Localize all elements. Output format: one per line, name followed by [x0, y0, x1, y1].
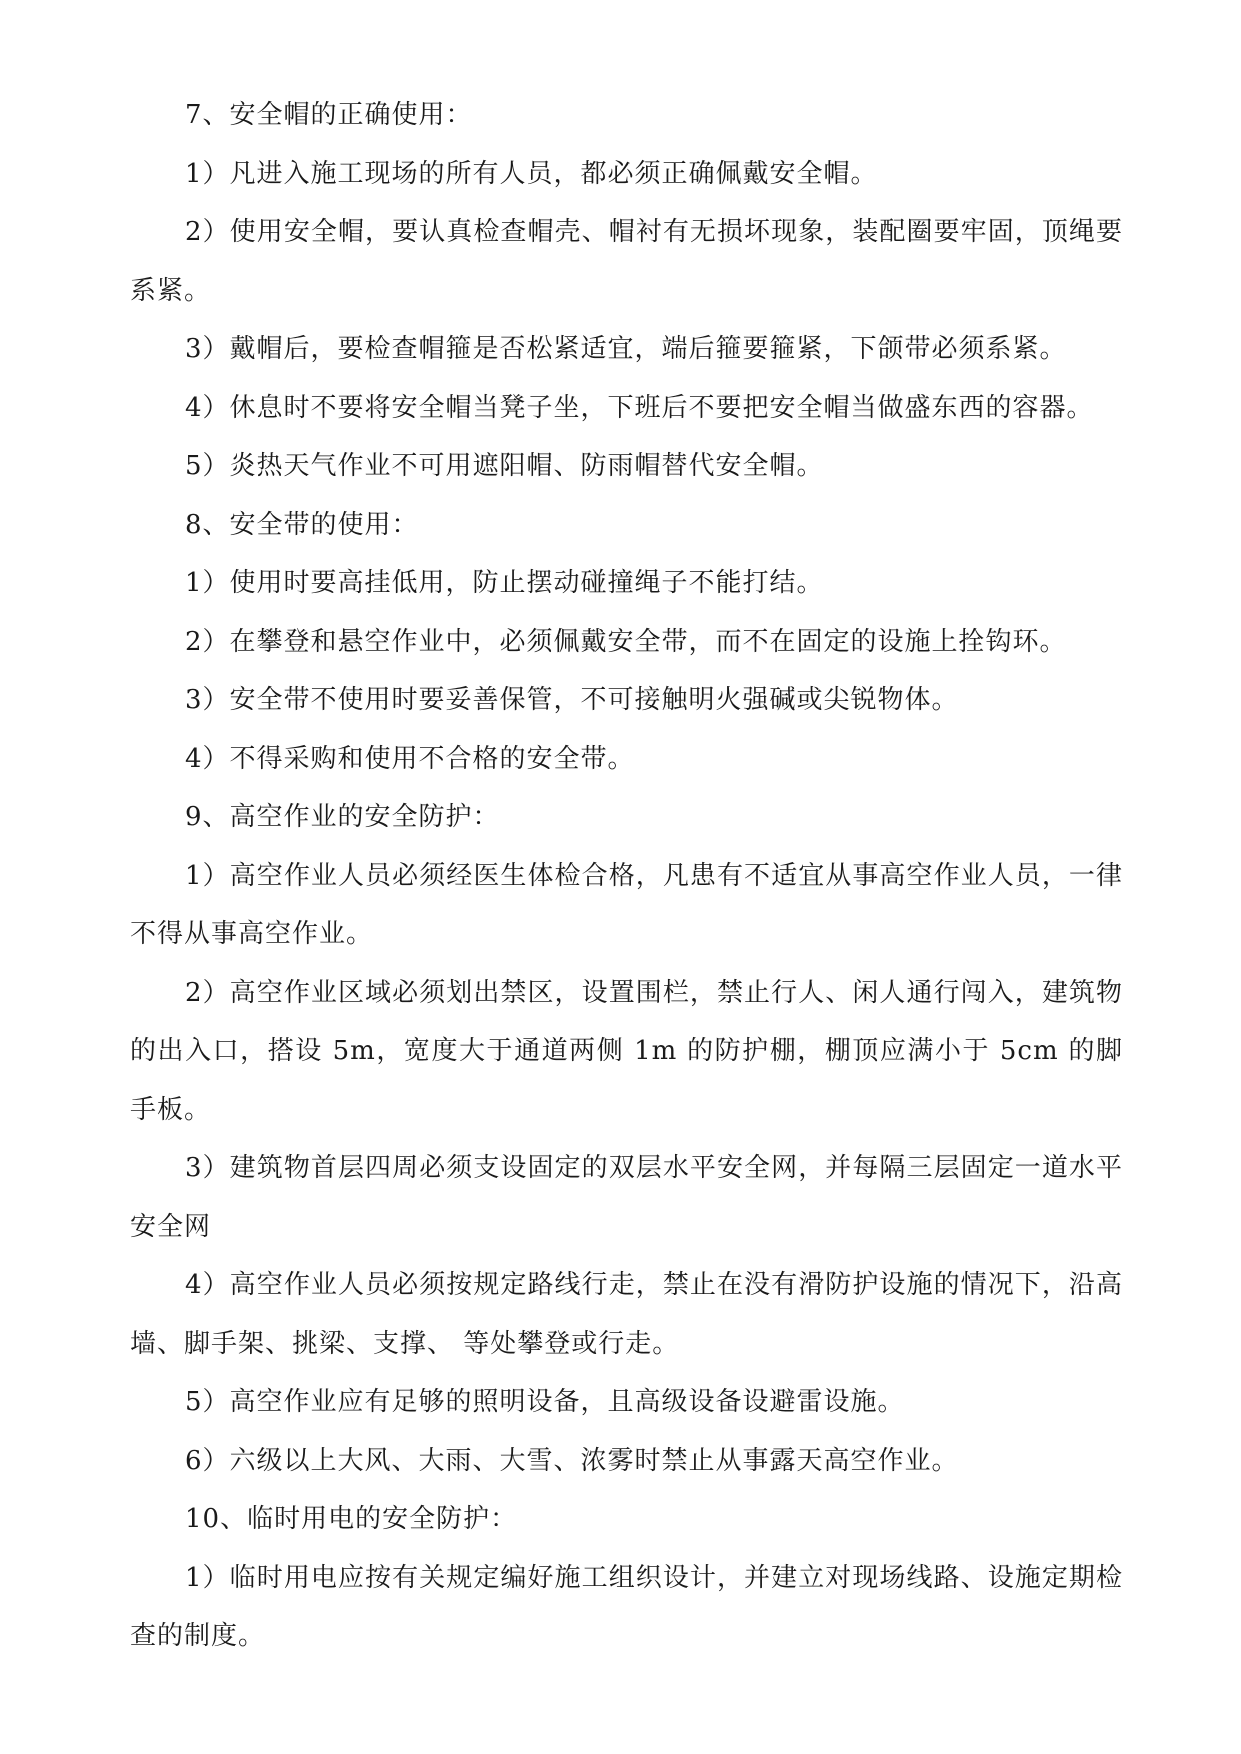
paragraph: 4）高空作业人员必须按规定路线行走，禁止在没有滑防护设施的情况下，沿高墙、脚手架、挑梁、支撑、 等处攀登或行走。 [130, 1270, 1123, 1359]
paragraph: 2）高空作业区域必须划出禁区，设置围栏，禁止行人、闲人通行闯入，建筑物的出入口，搭设 5m，宽度大于通道两侧 1m 的防护棚，棚顶应满小于 5cm 的脚手板。 [130, 977, 1123, 1125]
paragraph: 2）在攀登和悬空作业中，必须佩戴安全带，而不在固定的设施上拴钩环。 [185, 626, 1067, 657]
paragraph: 1）使用时要高挂低用，防止摆动碰撞绳子不能打结。 [185, 568, 824, 598]
paragraph: 5）炎热天气作业不可用遮阳帽、防雨帽替代安全帽。 [185, 451, 824, 481]
paragraph: 3）建筑物首层四周必须支设固定的双层水平安全网，并每隔三层固定一道水平安全网 [130, 1153, 1123, 1242]
paragraph: 1）高空作业人员必须经医生体检合格，凡患有不适宜从事高空作业人员，一律不得从事高空作业。 [130, 860, 1123, 949]
section-heading-10: 10、临时用电的安全防护： [185, 1504, 518, 1534]
paragraph: 3）安全带不使用时要妥善保管，不可接触明火强碱或尖锐物体。 [185, 685, 959, 715]
paragraph: 6）六级以上大风、大雨、大雪、浓雾时禁止从事露天高空作业。 [185, 1445, 959, 1476]
section-heading-8: 8、安全带的使用： [185, 509, 419, 540]
section-heading-7: 7、安全帽的正确使用： [185, 100, 473, 130]
paragraph: 3）戴帽后，要检查帽箍是否松紧适宜，端后箍要箍紧，下颌带必须系紧。 [185, 334, 1067, 364]
paragraph: 5）高空作业应有足够的照明设备，且高级设备设避雷设施。 [185, 1387, 905, 1417]
document-body [130, 86, 1123, 1666]
section-heading-9: 9、高空作业的安全防护： [185, 802, 500, 832]
paragraph: 1）凡进入施工现场的所有人员，都必须正确佩戴安全帽。 [185, 158, 878, 189]
paragraph: 1）临时用电应按有关规定编好施工组织设计，并建立对现场线路、设施定期检查的制度。 [130, 1562, 1123, 1651]
paragraph: 4）休息时不要将安全帽当凳子坐，下班后不要把安全帽当做盛东西的容器。 [185, 392, 1094, 423]
paragraph: 2）使用安全帽，要认真检查帽壳、帽衬有无损坏现象，装配圈要牢固，顶绳要系紧。 [130, 217, 1123, 306]
paragraph: 4）不得采购和使用不合格的安全带。 [185, 743, 635, 774]
